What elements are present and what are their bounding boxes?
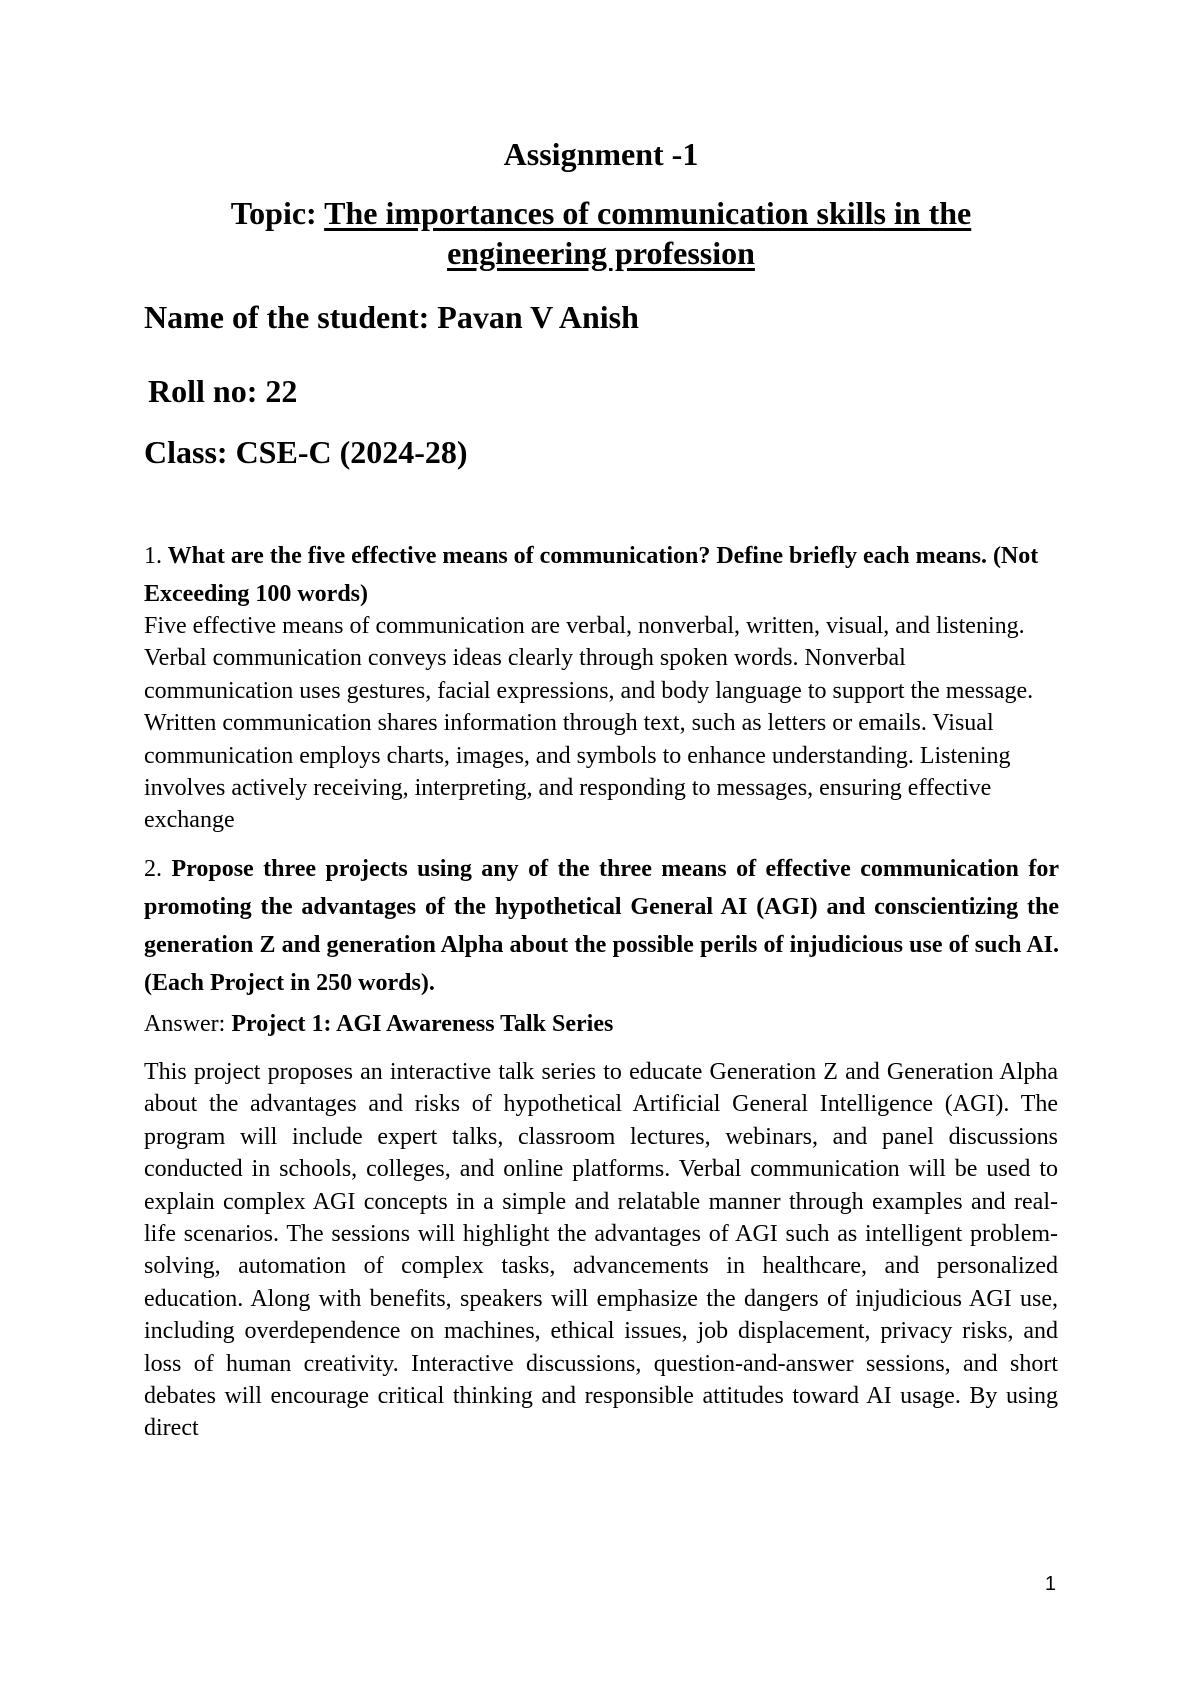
student-name: Name of the student: Pavan V Anish (144, 299, 639, 335)
answer-1-text: Five effective means of communication are verbal, nonverbal, written, visual, and listening. Verbal communication conveys ideas clearly through spoken words. Nonverbal communication uses gestures, facial expressions, and body language to support the message. Written communication shares information through text, such as letters or emails. Visual communication employs charts, images, and symbols to enhance understanding. Listening involves actively receiving, interpreting, and responding to messages, ensuring effective exchange (144, 613, 1034, 834)
topic-heading (144, 193, 1058, 273)
answer-2-heading (144, 1008, 1058, 1040)
assignment-title: Assignment -1 (503, 136, 699, 172)
page-number: 1 (1044, 1573, 1056, 1595)
question-2 (144, 850, 1059, 1002)
class-info: Class: CSE-C (2024-28) (144, 434, 468, 470)
question-2-number: 2. (144, 856, 162, 882)
topic-text-line2: engineering profession (447, 235, 755, 271)
question-2-text: Propose three projects using any of the three means of effective communication for promoting the advantages of the hypothetical General AI (AGI) and conscientizing the generation Z and generation Alpha about the possible perils of injudicious use of such AI. (Each Project in 250 words). (144, 856, 1060, 996)
project-1-title: Project 1: AGI Awareness Talk Series (231, 1011, 614, 1037)
topic-label: Topic: (230, 195, 325, 231)
question-1-text: What are the five effective means of communication? Define briefly each means. (Not Exceeding 100 words) (144, 543, 1039, 607)
project-1-text: This project proposes an interactive talk series to educate Generation Z and Generation Alpha about the advantages and risks of hypothetical Artificial General Intelligence (AGI). The program will include expert talks, classroom lectures, webinars, and panel discussions conducted in schools, colleges, and online platforms. Verbal communication will be used to explain complex AGI concepts in a simple and relatable manner through examples and real-life scenarios. The sessions will highlight the advantages of AGI such as intelligent problem-solving, automation of complex tasks, advancements in healthcare, and personalized education. Along with benefits, speakers will emphasize the dangers of injudicious AGI use, including overdependence on machines, ethical issues, job displacement, privacy risks, and loss of human creativity. Interactive discussions, question-and-answer sessions, and short debates will encourage critical thinking and responsible attitudes toward AI usage. By using direct (144, 1059, 1058, 1442)
topic-text-line1: The importances of communication skills in the (324, 195, 972, 231)
roll-number: Roll no: 22 (148, 373, 298, 409)
question-1-number: 1. (144, 543, 162, 569)
question-1 (144, 537, 1058, 613)
answer-label: Answer: (144, 1011, 232, 1037)
